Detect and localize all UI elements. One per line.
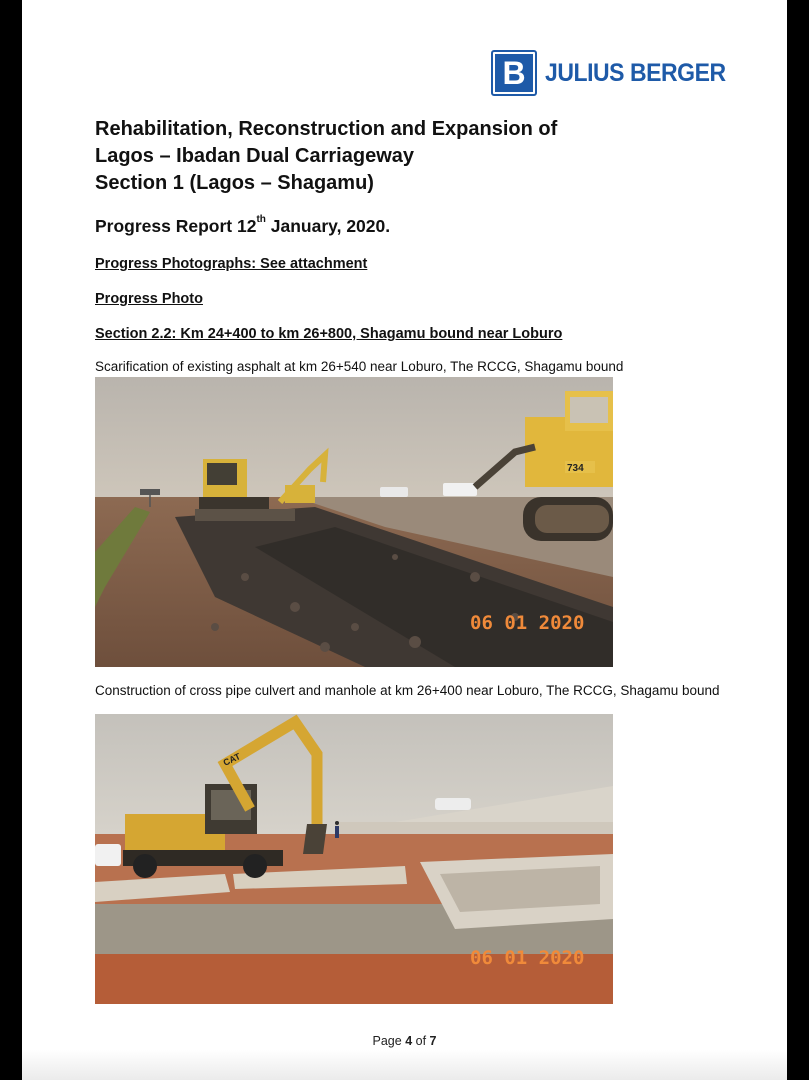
report-date-prefix: Progress Report 12 (95, 216, 257, 236)
footer-prefix: Page (372, 1034, 406, 1048)
document-title (95, 116, 557, 197)
document-page (22, 0, 787, 1080)
photo-2-caption: Construction of cross pipe culvert and manhole at km 26+400 near Loburo, The RCCG, Shagamu bound (95, 683, 720, 698)
title-line-3: Section 1 (Lagos – Shagamu) (95, 172, 374, 194)
report-date-suffix: January, 2020. (265, 216, 391, 236)
logo-name: JULIUS BERGER (545, 58, 726, 87)
report-date (95, 216, 390, 237)
photo-2-culvert (95, 714, 613, 1004)
section-heading: Section 2.2: Km 24+400 to km 26+800, Shagamu bound near Loburo (95, 326, 563, 342)
photo-1-caption: Scarification of existing asphalt at km 26+540 near Loburo, The RCCG, Shagamu bound (95, 359, 624, 374)
progress-photo-heading: Progress Photo (95, 291, 203, 307)
footer-middle: of (412, 1034, 430, 1048)
page-footer (22, 1034, 787, 1048)
page-bottom-shade (22, 1050, 787, 1080)
title-line-1: Rehabilitation, Reconstruction and Expansion of (95, 118, 558, 140)
title-line-2: Lagos – Ibadan Dual Carriageway (95, 145, 414, 167)
footer-current-page: 4 (405, 1034, 413, 1048)
footer-total-pages: 7 (429, 1034, 437, 1048)
company-logo (491, 48, 741, 98)
excavator-brand: CAT (221, 751, 243, 768)
photo-1-scarification (95, 377, 613, 667)
report-date-sup: th (256, 214, 266, 225)
dozer-number: 734 (567, 463, 584, 474)
photo-2-date-stamp: 06 01 2020 (470, 947, 585, 969)
photo-1-date-stamp: 06 01 2020 (470, 612, 585, 634)
logo-letter: B (495, 54, 533, 92)
logo-mark (491, 50, 537, 96)
photographs-heading: Progress Photographs: See attachment (95, 256, 368, 272)
